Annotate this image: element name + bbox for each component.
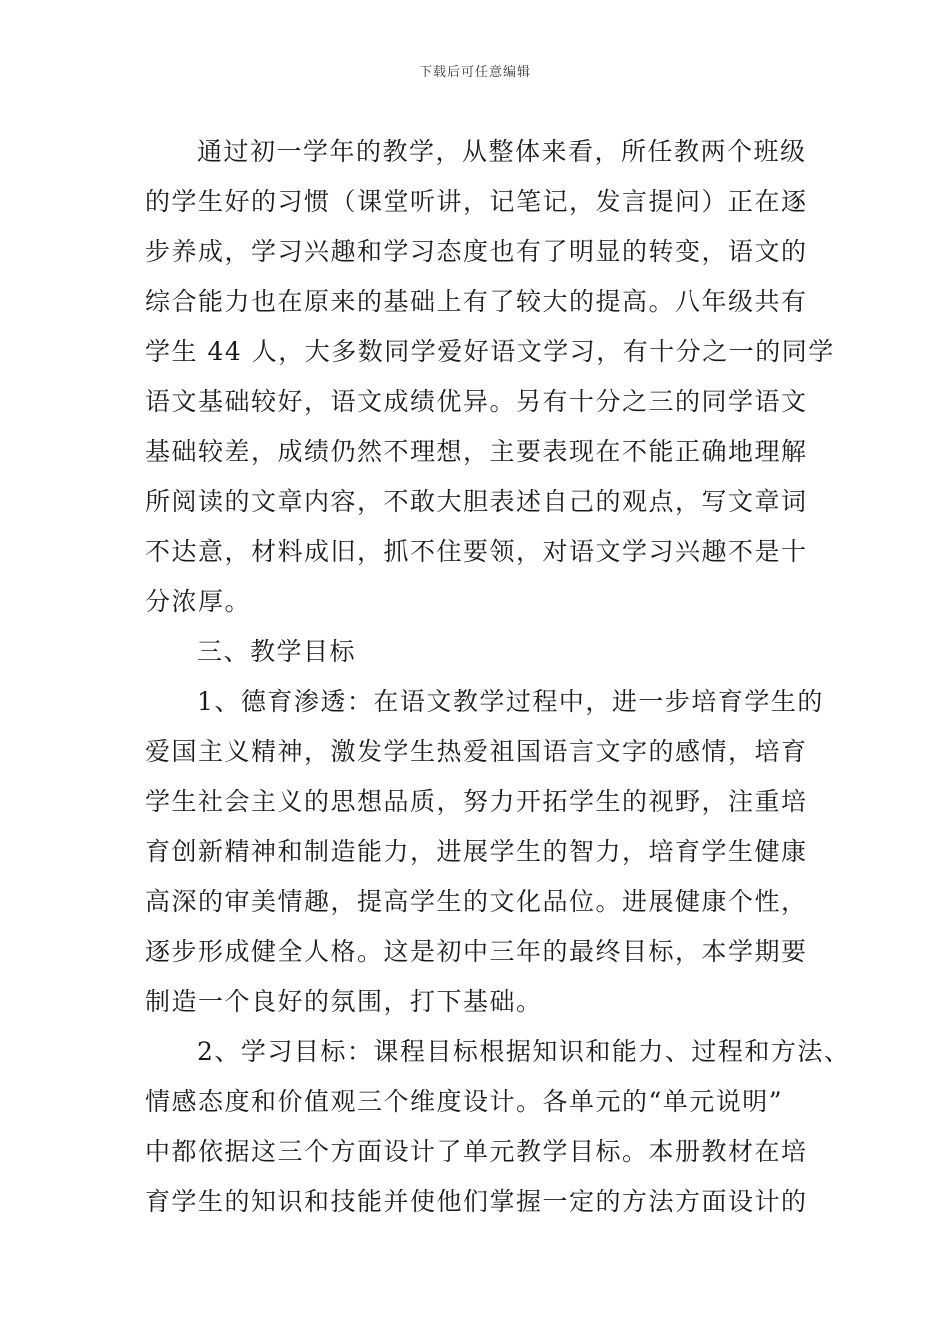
header-note: 下载后可任意编辑 (418, 65, 531, 80)
paragraph-line: 的学生好的习惯（课堂听讲，记笔记，发言提问）正在逐 (145, 187, 808, 216)
paragraph-line: 步养成，学习兴趣和学习态度也有了明显的转变，语文的 (145, 237, 808, 266)
paragraph-line: 分浓厚。 (145, 587, 252, 616)
paragraph-line: 不达意，材料成旧，抓不住要领，对语文学习兴趣不是十 (145, 537, 808, 566)
paragraph-line: 通过初一学年的教学，从整体来看，所任教两个班级 (197, 137, 807, 166)
paragraph-line: 育创新精神和制造能力，进展学生的智力，培育学生健康 (145, 837, 808, 866)
section-heading: 三、教学目标 (197, 637, 357, 666)
paragraph-line: 制造一个良好的氛围，打下基础。 (145, 987, 543, 1016)
paragraph-line: 语文基础较好，语文成绩优异。另有十分之三的同学语文 (145, 387, 808, 416)
paragraph-line: 育学生的知识和技能并使他们掌握一定的方法方面设计的 (145, 1187, 808, 1216)
paragraph-line: 基础较差，成绩仍然不理想，主要表现在不能正确地理解 (145, 437, 808, 466)
paragraph-line: 逐步形成健全人格。这是初中三年的最终目标，本学期要 (145, 937, 808, 966)
paragraph-line: 学生社会主义的思想品质，努力开拓学生的视野，注重培 (145, 787, 808, 816)
paragraph-line: 学生 44 人，大多数同学爱好语文学习，有十分之一的同学 (145, 337, 835, 366)
paragraph-line: 中都依据这三个方面设计了单元教学目标。本册教材在培 (145, 1137, 808, 1166)
paragraph-line: 1、德育渗透：在语文教学过程中，进一步培育学生的 (197, 687, 824, 716)
paragraph-line: 2、学习目标：课程目标根据知识和能力、过程和方法、 (197, 1037, 851, 1066)
paragraph-line: 所阅读的文章内容，不敢大胆表述自己的观点，写文章词 (145, 487, 808, 516)
paragraph-line: 综合能力也在原来的基础上有了较大的提高。八年级共有 (145, 287, 808, 316)
paragraph-line: 爱国主义精神，激发学生热爱祖国语言文字的感情，培育 (145, 737, 808, 766)
paragraph-line: 高深的审美情趣，提高学生的文化品位。进展健康个性， (145, 887, 808, 916)
paragraph-line: 情感态度和价值观三个维度设计。各单元的“单元说明” (145, 1087, 784, 1116)
